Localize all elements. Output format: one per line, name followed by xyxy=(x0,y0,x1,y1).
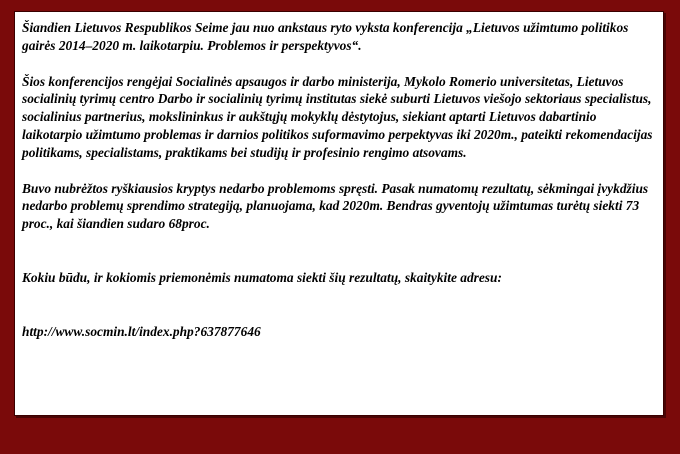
paragraph-gap xyxy=(22,162,656,180)
article-text xyxy=(22,19,656,341)
paragraph-read-more: Kokiu būdu, ir kokiomis priemonėmis numatoma siekti šių rezultatų, skaitykite adresu: xyxy=(22,269,502,285)
paragraph-goals: Buvo nubrėžtos ryškiausios kryptys nedarbo problemoms spręsti. Pasak numatomų rezultatų, sėkmingai įvykdžius nedarbo problemų sprendimo strategiją, planuojama, kad 2020m. Bendras gyventojų užimtumas turėtų siekti 73 proc., kai šiandien sudaro 68proc. xyxy=(22,180,649,232)
paragraph-intro: Šiandien Lietuvos Respublikos Seime jau nuo ankstaus ryto vyksta konferencija „Lietuvos užimtumo politikos gairės 2014–2020 m. laikotarpiu. Problemos ir perspektyvos“. xyxy=(22,20,629,53)
paragraph-organizers: Šios konferencijos rengėjai Socialinės apsaugos ir darbo ministerija, Mykolo Romerio universitetas, Lietuvos socialinių tyrimų centro Darbo ir socialinių tyrimų institutas siekė suburti Lietuvos viešojo sektoriaus specialistus, socialinius partnerius, mokslininkus ir aukštųjų mokyklų dėstytojus, siekiant aptarti Lietuvos dabartinio laikotarpio užimtumo problemas ir darnios politikos suformavimo perpektyvas iki 2020m., pateikti rekomendacijas politikams, specialistams, praktikams bei studijų ir profesinio rengimo atsovams. xyxy=(22,73,653,160)
paragraph-gap xyxy=(22,55,656,73)
paragraph-gap xyxy=(22,287,656,323)
paragraph-gap xyxy=(22,233,656,269)
article-card xyxy=(14,11,664,416)
source-link[interactable]: http://www.socmin.lt/index.php?637877646 xyxy=(22,323,261,339)
